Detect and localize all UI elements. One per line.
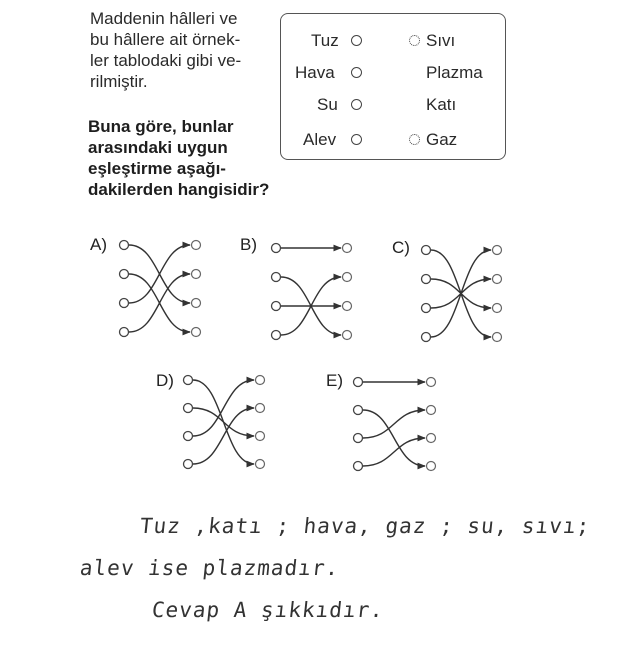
intro-line: bu hâllere ait örnek- <box>90 30 241 49</box>
target-dot <box>256 432 265 441</box>
source-dot <box>422 304 431 313</box>
table-left-item: Su <box>317 95 338 114</box>
table-right-item: Katı <box>426 95 457 114</box>
source-dot <box>120 328 129 337</box>
table-left-item: Hava <box>295 63 335 82</box>
question-line: dakilerden hangisidir? <box>88 180 270 199</box>
table-left-item: Alev <box>303 130 337 149</box>
source-dot <box>422 275 431 284</box>
option-b-diagram <box>272 244 352 340</box>
option-d-diagram <box>184 376 265 469</box>
intro-line: Maddenin hâlleri ve <box>90 9 238 28</box>
option-c-label: C) <box>392 238 410 257</box>
source-dot <box>354 434 363 443</box>
handwritten-answer-line: Tuz ,katı ; hava, gaz ; su, sıvı; <box>138 514 592 538</box>
source-dot <box>120 270 129 279</box>
target-dot <box>343 273 352 282</box>
source-dot <box>272 331 281 340</box>
handwritten-answer-line: alev ise plazmadır. <box>78 556 341 580</box>
source-dot <box>272 273 281 282</box>
match-arrow <box>363 438 425 466</box>
source-dot <box>184 432 193 441</box>
source-dot <box>120 299 129 308</box>
table-right-item: Plazma <box>426 63 483 82</box>
target-dot <box>343 244 352 253</box>
target-dot <box>343 302 352 311</box>
target-dot <box>493 275 502 284</box>
question-line: arasındaki uygun <box>88 138 228 157</box>
intro-line: ler tablodaki gibi ve- <box>90 51 242 70</box>
option-e-label: E) <box>326 371 343 390</box>
target-dot <box>192 241 201 250</box>
match-arrow <box>129 274 190 332</box>
match-arrow <box>129 245 190 303</box>
option-a-diagram <box>120 241 201 337</box>
match-arrow <box>363 410 425 466</box>
source-dot <box>184 460 193 469</box>
target-dot <box>493 333 502 342</box>
source-dot <box>120 241 129 250</box>
target-dot <box>343 331 352 340</box>
source-dot <box>422 246 431 255</box>
target-dot <box>192 299 201 308</box>
question-line: Buna göre, bunlar <box>88 117 234 136</box>
source-dot <box>272 302 281 311</box>
handwritten-answer-line: Cevap A şıkkıdır. <box>150 598 386 622</box>
target-dot <box>192 328 201 337</box>
table-right-item: Gaz <box>426 130 458 149</box>
target-dot <box>192 270 201 279</box>
match-arrow <box>363 410 425 438</box>
source-dot <box>422 333 431 342</box>
option-a-label: A) <box>90 235 107 254</box>
target-dot <box>427 378 436 387</box>
source-dot <box>272 244 281 253</box>
source-dot <box>184 404 193 413</box>
match-arrow <box>193 408 254 436</box>
source-dot <box>354 462 363 471</box>
question-line: eşleştirme aşağı- <box>88 159 226 178</box>
target-dot <box>256 376 265 385</box>
match-arrow <box>193 408 254 464</box>
option-b-label: B) <box>240 235 257 254</box>
target-dot <box>427 462 436 471</box>
table-left-item: Tuz <box>311 31 339 50</box>
source-dot <box>354 406 363 415</box>
option-c-diagram <box>422 246 502 342</box>
target-dot <box>427 434 436 443</box>
option-e-diagram <box>354 378 436 471</box>
target-dot <box>256 460 265 469</box>
table-right-item: Sıvı <box>426 31 456 50</box>
option-d-label: D) <box>156 371 174 390</box>
target-dot <box>427 406 436 415</box>
target-dot <box>493 304 502 313</box>
match-arrow <box>193 380 254 436</box>
source-dot <box>354 378 363 387</box>
source-dot <box>184 376 193 385</box>
target-dot <box>493 246 502 255</box>
match-arrow <box>431 250 491 337</box>
intro-line: rilmiştir. <box>90 72 148 91</box>
target-dot <box>256 404 265 413</box>
